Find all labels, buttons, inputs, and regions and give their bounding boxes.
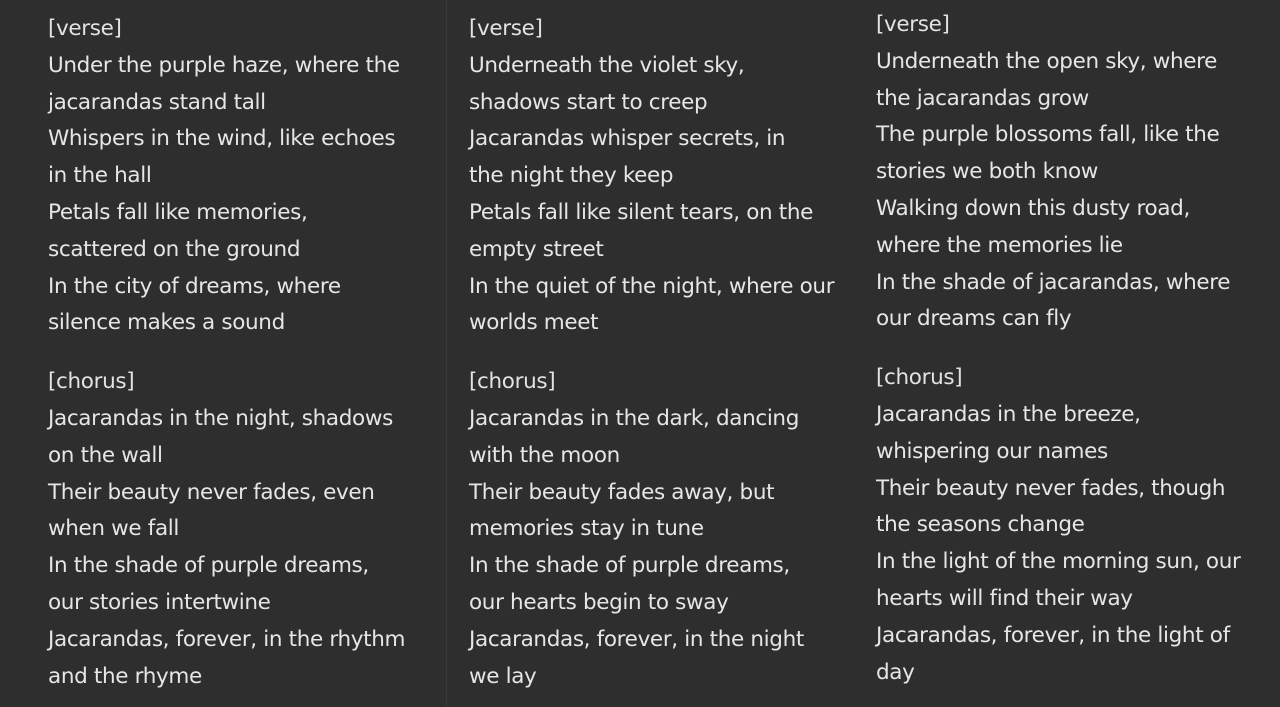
lyric-line: stories we both know <box>876 159 1099 185</box>
section-tag: [verse] <box>876 12 950 37</box>
chorus-section <box>48 364 446 695</box>
lyric-line: Petals fall like silent tears, on the <box>469 199 814 225</box>
lyric-line: and the rhyme <box>48 663 202 689</box>
section-tag: [verse] <box>48 16 122 41</box>
lyric-line: scattered on the ground <box>48 236 301 262</box>
section-tag: [verse] <box>469 16 543 41</box>
lyric-line: where the memories lie <box>876 232 1123 258</box>
lyric-line: The purple blossoms fall, like the <box>876 122 1220 148</box>
verse-section <box>469 11 854 342</box>
lyric-line: whispering our names <box>876 438 1108 464</box>
lyric-line: with the moon <box>469 442 620 468</box>
lyric-line: on the wall <box>48 442 163 468</box>
verse-section <box>876 7 1280 338</box>
chorus-section <box>469 364 854 695</box>
lyric-line: worlds meet <box>469 310 599 336</box>
verse-section <box>48 11 446 342</box>
lyric-line: Their beauty fades away, but <box>469 479 775 505</box>
lyric-line: our stories intertwine <box>48 589 271 615</box>
section-tag: [chorus] <box>469 369 556 395</box>
lyric-line: Whispers in the wind, like echoes <box>48 126 396 152</box>
lyric-line: the seasons change <box>876 512 1085 538</box>
lyric-line: Petals fall like memories, <box>48 199 308 225</box>
lyric-line: when we fall <box>48 516 180 542</box>
lyric-line: Jacarandas, forever, in the light of <box>876 622 1230 648</box>
lyric-line: Jacarandas, forever, in the night <box>469 626 804 652</box>
lyric-line: Their beauty never fades, even <box>48 479 375 505</box>
lyric-line: In the quiet of the night, where our <box>469 273 835 299</box>
lyric-line: In the shade of jacarandas, where <box>876 269 1231 295</box>
lyric-line: jacarandas stand tall <box>48 89 266 115</box>
lyric-line: Underneath the open sky, where <box>876 48 1218 74</box>
lyrics-column-3 <box>854 0 1280 707</box>
lyric-line: In the city of dreams, where <box>48 273 341 299</box>
lyric-line: our dreams can fly <box>876 306 1072 332</box>
lyric-line: hearts will find their way <box>876 585 1133 611</box>
lyric-line: day <box>876 659 915 685</box>
lyric-line: In the shade of purple dreams, <box>48 553 369 579</box>
section-tag: [chorus] <box>48 369 135 395</box>
lyric-line: Jacarandas, forever, in the rhythm <box>48 626 406 652</box>
lyric-line: the jacarandas grow <box>876 85 1089 111</box>
lyric-line: shadows start to creep <box>469 89 708 115</box>
chorus-section <box>876 360 1280 691</box>
lyric-line: Under the purple haze, where the <box>48 52 400 78</box>
lyrics-column-1 <box>0 0 446 707</box>
lyric-line: Jacarandas in the breeze, <box>876 401 1141 427</box>
lyric-line: the night they keep <box>469 163 674 189</box>
lyric-line: In the light of the morning sun, our <box>876 549 1241 575</box>
lyric-line: empty street <box>469 236 604 262</box>
lyric-line: Underneath the violet sky, <box>469 52 745 78</box>
lyric-line: Jacarandas in the night, shadows <box>48 405 393 431</box>
lyrics-column-2 <box>446 0 854 707</box>
lyric-line: our hearts begin to sway <box>469 589 729 615</box>
lyric-line: silence makes a sound <box>48 310 285 336</box>
lyric-line: Their beauty never fades, though <box>876 475 1226 501</box>
section-tag: [chorus] <box>876 365 963 391</box>
lyric-line: In the shade of purple dreams, <box>469 553 790 579</box>
lyric-line: Jacarandas whisper secrets, in <box>469 126 786 152</box>
lyric-line: memories stay in tune <box>469 516 704 542</box>
lyric-line: we lay <box>469 663 537 689</box>
lyric-line: Jacarandas in the dark, dancing <box>469 405 800 431</box>
lyric-line: Walking down this dusty road, <box>876 195 1190 221</box>
lyric-line: in the hall <box>48 163 152 189</box>
